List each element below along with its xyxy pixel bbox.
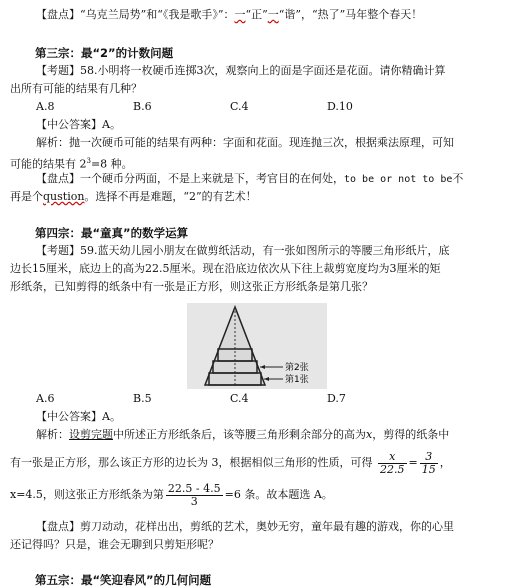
section-5-heading: 第五宗：最“笑迎春风”的几何问题	[35, 573, 212, 587]
analysis-58-line-1: 解析：抛一次硬币可能的结果有两种：字面和花面。现连抛三次，根据乘法原理，可知	[36, 136, 454, 149]
option-d: D.7	[327, 392, 346, 405]
question-58-options	[36, 100, 424, 114]
fraction-strip-count: $\frac{22.5 - 4.5}{3}$	[167, 481, 221, 508]
review-line-intro: 【盘点】“乌克兰局势”和“《我是歌手》”：一“正”一“谐”，“热了”马年整个春天！	[36, 8, 423, 21]
fraction-x-over-22-5: $\frac{x}{22.5}$	[380, 449, 405, 476]
analysis-59-line-2: 有一张是正方形，那么该正方形的边长为 3，根据相似三角形的性质，可得 $\frac{x}{22.5}$ = $\frac{3}{15}$ ，	[10, 449, 451, 476]
option-b: B.5	[133, 392, 152, 405]
question-59-options	[36, 392, 424, 406]
review-59-line-1: 【盘点】剪刀动动，花样出出，剪纸的艺术，奥妙无穷，童年最有趣的游戏，你的心里	[36, 520, 454, 533]
section-3-heading: 第三宗：最“2”的计数问题	[35, 46, 174, 60]
answer-58: 【中公答案】A。	[36, 118, 121, 131]
analysis-58-line-2: 可能的结果有 $2^3=8$ 种。	[10, 157, 133, 171]
label-strip-2: 第2张	[285, 363, 309, 373]
answer-59: 【中公答案】A。	[36, 410, 121, 423]
triangle-diagram	[187, 303, 327, 389]
option-d: D.10	[327, 100, 353, 113]
question-58-line-2: 出所有可能的结果有几种？	[10, 82, 142, 95]
option-c: C.4	[230, 392, 249, 405]
option-a: A.8	[36, 100, 55, 113]
question-59-line-1: 【考题】59.蓝天幼儿园小朋友在做剪纸活动，有一张如图所示的等腰三角形纸片，底	[36, 244, 450, 257]
option-b: B.6	[133, 100, 152, 113]
question-58-line-1: 【考题】58.小明将一枚硬币连掷3次，观察向上的面是字面还是花面。请你精确计算	[36, 64, 446, 77]
label-strip-1: 第1张	[285, 375, 309, 385]
fraction-3-over-15: $\frac{3}{15}$	[421, 449, 436, 476]
option-c: C.4	[230, 100, 249, 113]
review-58-line-2: 再是个qustion。选择不再是难题，“2”的有艺术！	[10, 190, 257, 203]
triangle-figure	[187, 303, 327, 389]
option-a: A.6	[36, 392, 55, 405]
question-59-line-2: 边长15厘米，底边上的高为22.5厘米。现在沿底边依次从下往上裁剪宽度均为3厘米的矩	[10, 262, 441, 275]
question-59-line-3: 形纸条，已知剪得的纸条中有一张是正方形，则这张正方形纸条是第几张？	[10, 280, 373, 293]
review-59-line-2: 还记得吗？只是，谁会无聊到只剪矩形呢？	[10, 538, 219, 551]
analysis-59-line-1: 解析：设剪完题中所述正方形纸条后，该等腰三角形剩余部分的高为x，剪得的纸条中	[36, 428, 450, 441]
section-4-heading: 第四宗：最“童真”的数学运算	[35, 226, 189, 240]
analysis-59-line-3: x=4.5，则这张正方形纸条为第 $\frac{22.5 - 4.5}{3}$ =6 条。故本题选 A。	[10, 481, 333, 508]
review-58-line-1: 【盘点】一个硬币分两面，不是上来就是下，考官目的在何处，to be or not to be不	[36, 172, 464, 185]
